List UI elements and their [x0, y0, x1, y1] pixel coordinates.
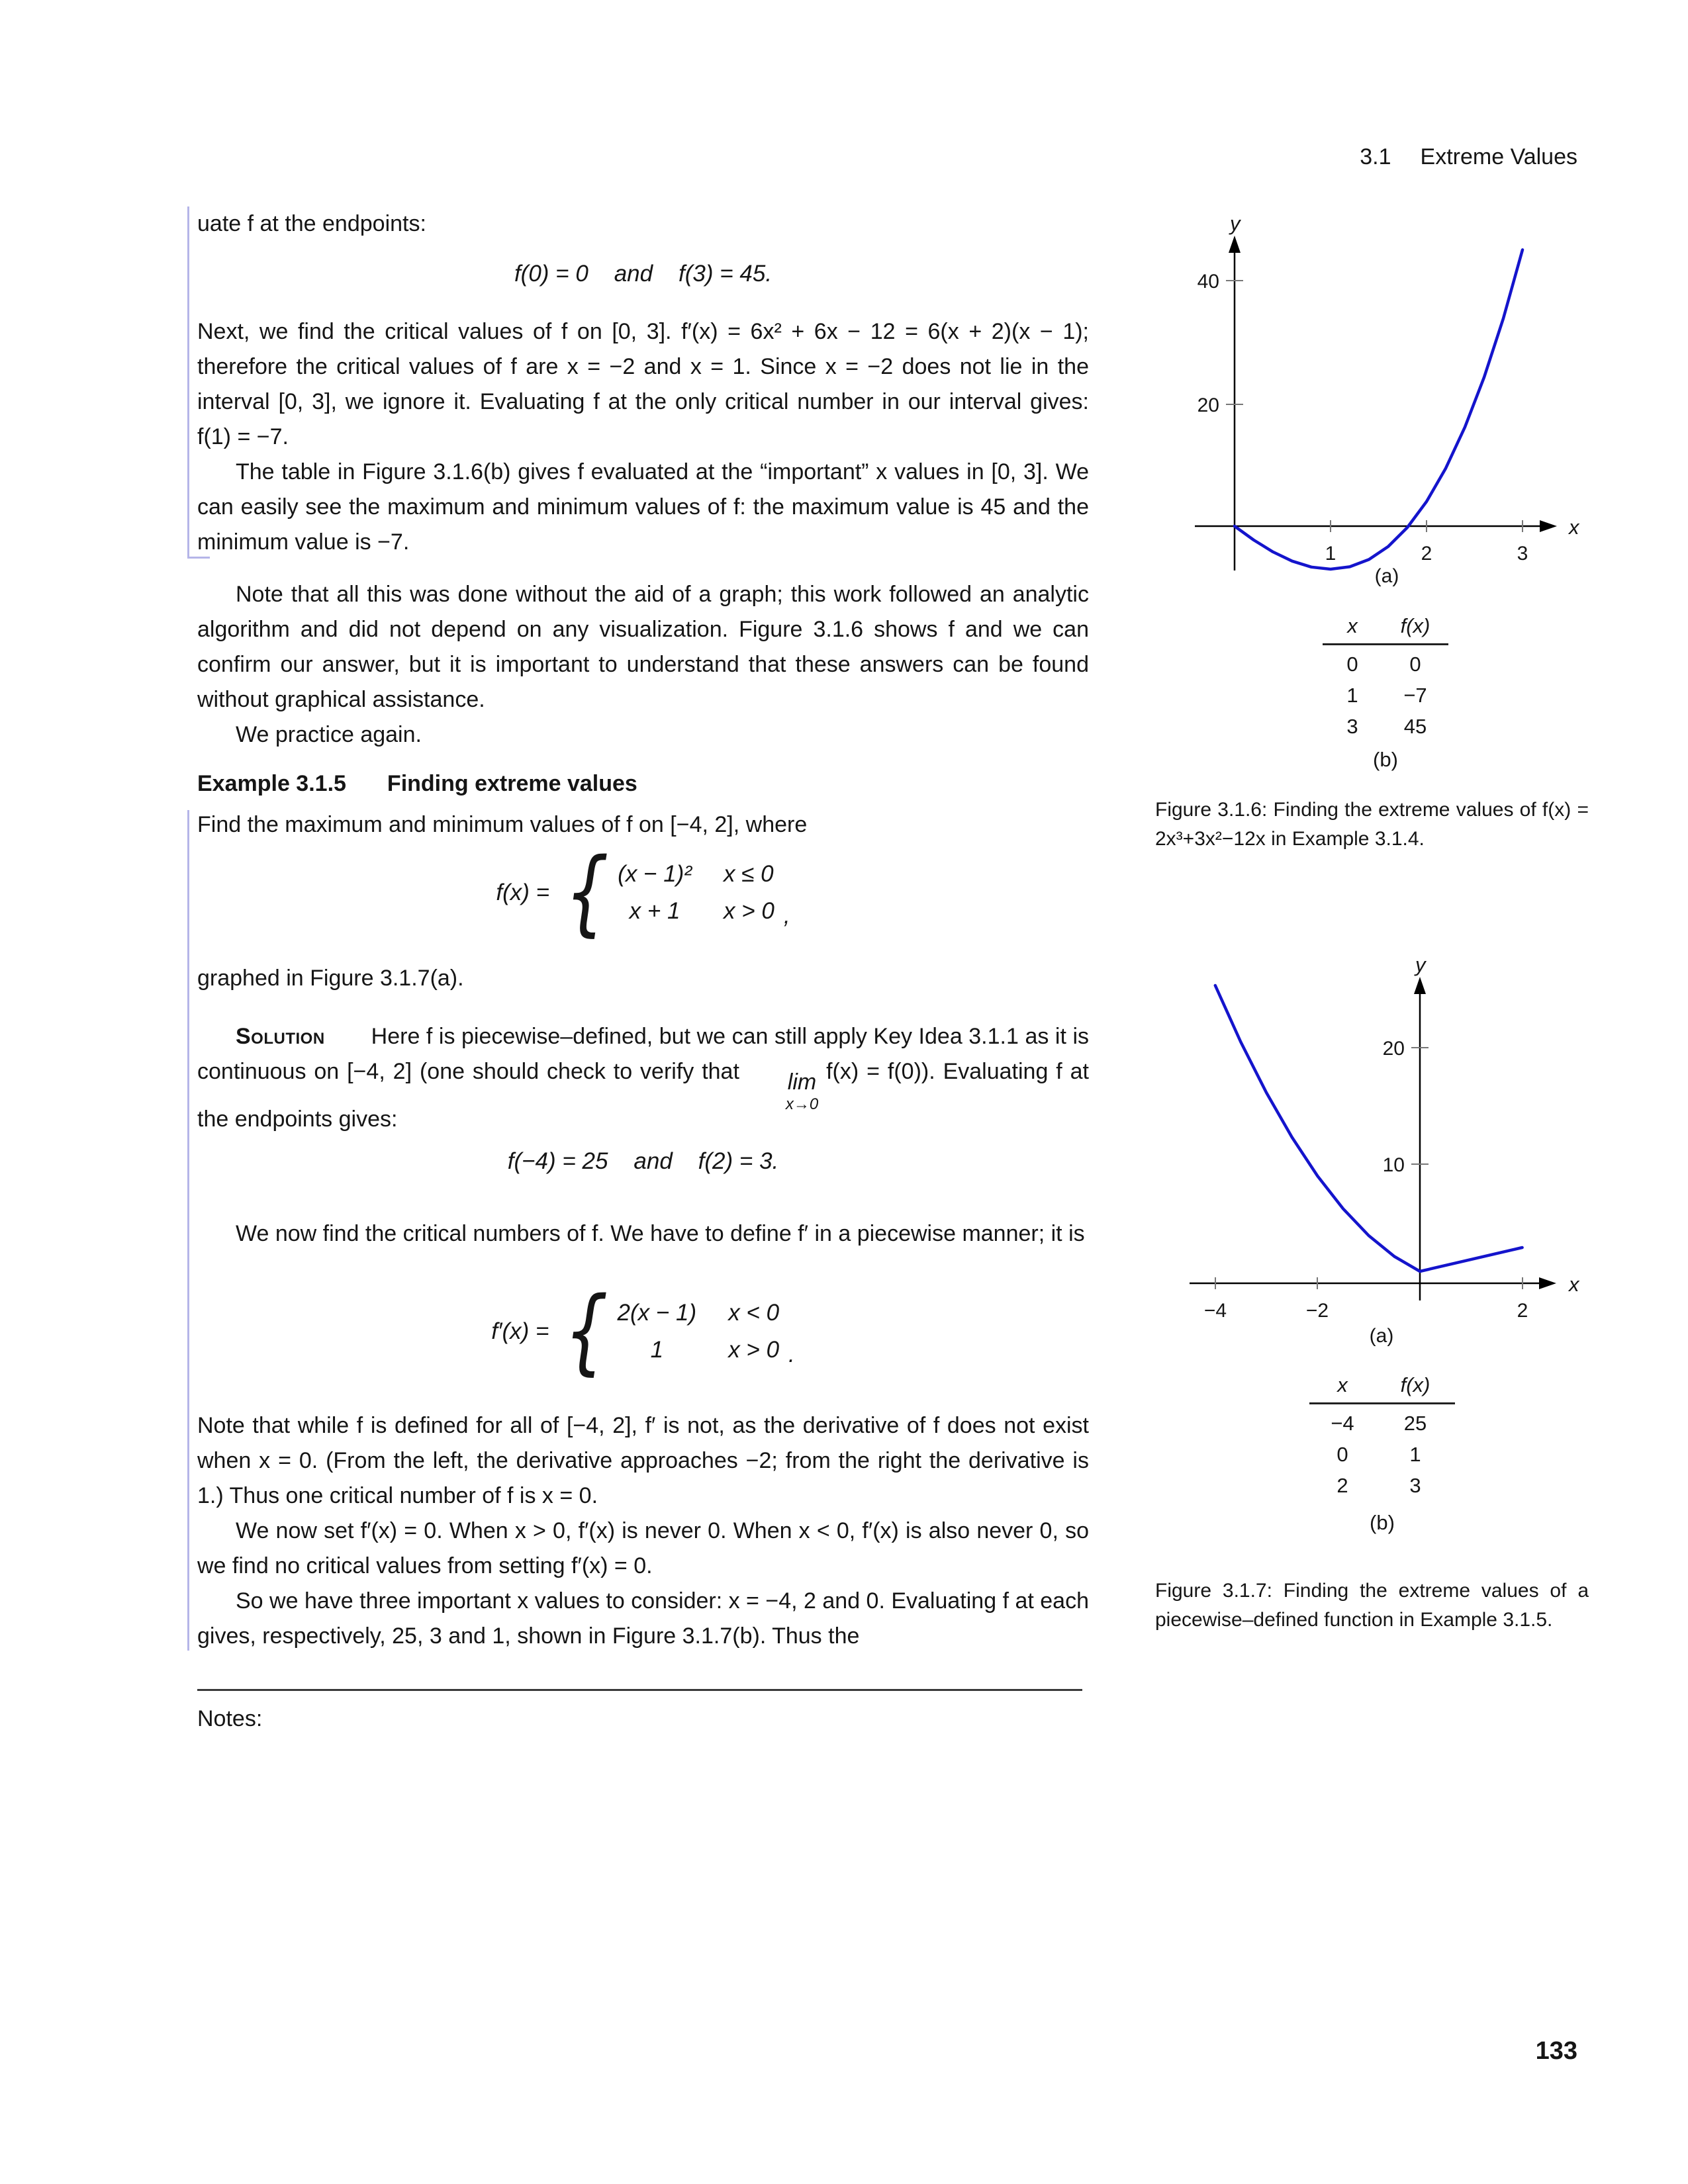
cell-x: −4 — [1331, 1412, 1354, 1435]
piecewise-f-lhs: f(x) = — [496, 880, 550, 906]
left-brace-glyph: { — [564, 1277, 609, 1385]
x-tick-label: −2 — [1305, 1300, 1329, 1322]
table-row — [1323, 707, 1448, 739]
example-intro-block — [197, 807, 1089, 842]
example-intro-text: Find the maximum and minimum values of f on [−4, 2], where — [197, 812, 808, 837]
solution-change-bar-1 — [187, 206, 189, 559]
x-axis-label: x — [1569, 1273, 1579, 1296]
cell-fx: −7 — [1403, 684, 1427, 707]
y-axis-label: y — [1230, 218, 1241, 235]
solution-block — [197, 1019, 1089, 1137]
cell-x: 0 — [1346, 653, 1358, 676]
solution-label: Solution — [236, 1024, 325, 1049]
cubic-function-curve — [1235, 250, 1523, 569]
figure-317a-graph — [1178, 940, 1595, 1350]
table-row — [1309, 1435, 1455, 1467]
piecewise-f-rows — [618, 861, 774, 925]
left-brace-glyph: { — [565, 839, 610, 946]
table-header-row — [1309, 1373, 1455, 1404]
col-header-x: x — [1337, 1373, 1348, 1396]
cell-x: 1 — [1346, 684, 1358, 707]
piecewise-fprime-lhs: f′(x) = — [491, 1318, 549, 1345]
graphed-line-text: graphed in Figure 3.1.7(a). — [197, 966, 464, 991]
page-header — [1125, 144, 1577, 170]
piecewise-f-expr-2: x + 1 — [629, 898, 680, 925]
figure-316a-graph — [1185, 218, 1595, 589]
piecewise-f-cond-2: x > 0 — [724, 898, 774, 925]
paragraph-block-3 — [197, 1216, 1089, 1251]
x-tick-label: 2 — [1421, 543, 1432, 565]
piecewise-function-curve — [1215, 985, 1523, 1271]
paragraph-block-2 — [197, 577, 1089, 752]
y-tick-label: 10 — [1382, 1154, 1405, 1176]
equation-endpoints-2: f(−4) = 25 and f(2) = 3. — [507, 1148, 779, 1174]
x-tick-label: 2 — [1517, 1300, 1528, 1322]
table-row — [1309, 1404, 1455, 1435]
piecewise-f-trailing: , — [783, 902, 790, 929]
notes-label: Notes: — [197, 1706, 263, 1731]
limit-top: lim — [787, 1069, 817, 1095]
section-number: 3.1 — [1360, 144, 1391, 169]
y-tick-label: 20 — [1197, 394, 1219, 416]
example-change-bar-2 — [187, 810, 189, 1651]
subfigure-a-label: (a) — [1374, 565, 1399, 587]
limit-subscript: x→0 — [785, 1095, 819, 1113]
cell-fx: 3 — [1409, 1474, 1421, 1497]
solution-paragraph — [197, 1019, 1089, 1137]
piecewise-fprime-cond-2: x > 0 — [728, 1337, 780, 1363]
y-axis-label: y — [1415, 953, 1426, 976]
cell-fx: 25 — [1403, 1412, 1427, 1435]
paragraph-block-4 — [197, 1408, 1089, 1654]
figure-317-caption: Figure 3.1.7: Finding the extreme values of a piecewise–defined function in Example 3.1.5. — [1155, 1580, 1589, 1631]
subfigure-a-label: (a) — [1369, 1325, 1394, 1347]
piecewise-fprime-expr-1: 2(x − 1) — [617, 1300, 697, 1326]
x-tick-label: −4 — [1203, 1300, 1227, 1322]
paragraph-note-graph: Note that all this was done without the aid of a graph; this work followed an analytic algorithm and did not depend on any visualization. Figure 3.1.6 shows f and we can confirm our answer, but it is important to understand that these answers can be found without graphical assistance. — [197, 582, 1089, 712]
page-number: 133 — [1535, 2037, 1577, 2065]
solution-text-post: f(x) = f(0)). Evaluating f at the endpoints gives: — [197, 1059, 1089, 1132]
piecewise-fprime-rows — [618, 1300, 780, 1363]
notes-divider-rule — [197, 1689, 1082, 1691]
piecewise-f-cond-1: x ≤ 0 — [724, 861, 774, 887]
paragraph-block-1 — [197, 314, 1089, 560]
subfigure-b-label: (b) — [1370, 1511, 1395, 1534]
piecewise-fprime-expr-2: 1 — [650, 1337, 664, 1363]
y-axis-arrow-icon — [1229, 236, 1241, 253]
cell-x: 2 — [1336, 1474, 1348, 1497]
example-title: Finding extreme values — [387, 771, 637, 796]
y-axis-arrow-icon — [1414, 977, 1426, 994]
paragraph-continuation — [197, 206, 1089, 242]
limit-notation — [747, 1071, 818, 1113]
paragraph-critical-values: Next, we find the critical values of f on [0, 3]. f′(x) = 6x² + 6x − 12 = 6(x + 2)(x − 1); therefore the critical values of f are x = −2 and x = 1. Since x = −2 does not lie in the interval [0, 3], we ignore it. Evaluating f at the only critical number in our interval gives: f(1) = −7. — [197, 319, 1089, 449]
equation-piecewise-fprime — [197, 1277, 1089, 1385]
equation-piecewise-f — [197, 839, 1089, 946]
x-tick-label: 1 — [1325, 543, 1336, 565]
x-tick-label: 3 — [1517, 543, 1528, 565]
table-row — [1323, 645, 1448, 676]
equation-endpoints-1: f(0) = 0 and f(3) = 45. — [514, 261, 773, 287]
table-header-row — [1323, 614, 1448, 645]
subfigure-b-label: (b) — [1373, 748, 1398, 771]
graphed-line-block — [197, 961, 1089, 996]
piecewise-fprime-cond-1: x < 0 — [728, 1300, 780, 1326]
paragraph-critical-numbers: We now find the critical numbers of f. We have to define f′ in a piecewise manner; it is — [236, 1221, 1085, 1246]
figure-316-caption: Figure 3.1.6: Finding the extreme values of f(x) = 2x³+3x²−12x in Example 3.1.4. — [1155, 799, 1589, 850]
paragraph-three-values: So we have three important x values to consider: x = −4, 2 and 0. Evaluating f at each gives, respectively, 25, 3 and 1, shown in Figure 3.1.7(b). Thus the — [197, 1588, 1089, 1649]
col-header-fx: f(x) — [1400, 1373, 1430, 1396]
table-row — [1323, 676, 1448, 707]
piecewise-f-expr-1: (x − 1)² — [618, 861, 692, 887]
paragraph-practice-again: We practice again. — [236, 722, 422, 747]
cell-fx: 45 — [1403, 715, 1427, 738]
section-title: Extreme Values — [1420, 144, 1577, 169]
example-heading — [197, 771, 1089, 797]
x-axis-arrow-icon — [1540, 520, 1557, 532]
table-row — [1309, 1467, 1455, 1498]
col-header-fx: f(x) — [1400, 614, 1430, 637]
y-tick-label: 40 — [1197, 271, 1219, 293]
cell-x: 3 — [1346, 715, 1358, 738]
solution-text-pre: Here f is piecewise–defined, but we can still apply Key Idea 3.1.1 as it is continuous on [−4, 2] (one should check to verify that — [197, 1024, 1089, 1084]
y-tick-label: 20 — [1382, 1038, 1405, 1060]
cell-x: 0 — [1336, 1443, 1348, 1466]
example-number: Example 3.1.5 — [197, 771, 346, 796]
cell-fx: 0 — [1409, 653, 1421, 676]
paragraph-table-figure: The table in Figure 3.1.6(b) gives f evaluated at the “important” x values in [0, 3]. We can easily see the maximum and minimum values of f: the maximum value is 45 and the minimum value is −7. — [197, 459, 1089, 555]
paragraph-set-fprime-zero: We now set f′(x) = 0. When x > 0, f′(x) is never 0. When x < 0, f′(x) is also never 0, so we find no critical values from setting f′(x) = 0. — [197, 1518, 1089, 1578]
col-header-x: x — [1347, 614, 1358, 637]
figure-316b-table — [1323, 614, 1448, 739]
figure-317b-table — [1309, 1373, 1455, 1498]
piecewise-fprime-trailing: . — [788, 1341, 795, 1367]
cell-fx: 1 — [1409, 1443, 1421, 1466]
paragraph-derivative-note: Note that while f is defined for all of [−4, 2], f′ is not, as the derivative of f does not exist when x = 0. (From the left, the derivative approaches −2; from the right the derivative is 1.) Thus one critical number of f is x = 0. — [197, 1413, 1089, 1508]
paragraph-continuation-text: uate f at the endpoints: — [197, 211, 426, 236]
x-axis-arrow-icon — [1539, 1277, 1556, 1289]
x-axis-label: x — [1569, 516, 1579, 539]
